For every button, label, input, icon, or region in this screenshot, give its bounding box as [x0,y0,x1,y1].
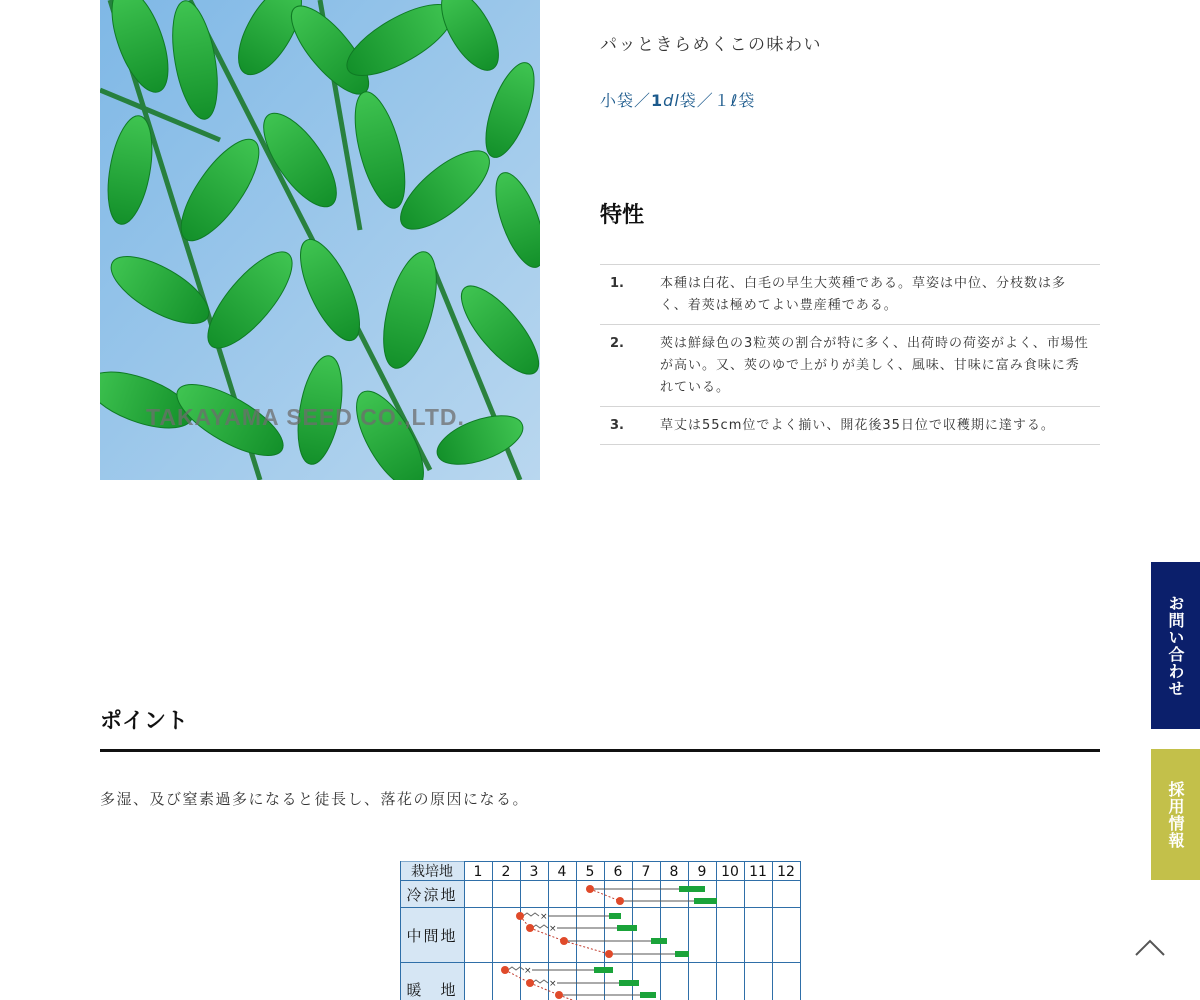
region-warm: 暖 地 [406,981,458,999]
month-label: 7 [641,864,651,880]
month-label: 3 [529,864,539,880]
point-divider [100,749,1100,752]
recruit-button[interactable] [1151,749,1200,880]
svg-text:×: × [524,966,532,976]
svg-text:×: × [549,924,557,934]
month-label: 6 [613,864,623,880]
trait-item [600,325,1100,407]
trait-item [600,265,1100,325]
contact-button[interactable] [1151,562,1200,729]
package-sizes [600,88,755,111]
package-dl-number: 1 [651,91,664,110]
trait-text: 草丈は55cm位でよく揃い、開花後35日位で収穫期に達する。 [660,418,1055,433]
calendar-header-label: 栽培地 [411,864,453,880]
catchphrase: パッときらめくこの味わい [600,35,822,55]
cultivation-calendar [400,861,801,1000]
point-heading: ポイント [100,709,189,734]
package-liter-bag: 袋 [738,91,756,110]
month-label: 12 [777,864,795,880]
month-label: 5 [585,864,595,880]
contact-label: お問い合わせ [1166,594,1185,697]
chevron-up-icon [1133,935,1167,959]
month-label: 11 [749,864,767,880]
region-intermediate: 中間地 [406,927,458,945]
month-label: 10 [721,864,739,880]
month-label: 1 [473,864,483,880]
cool-region-schedule [586,885,717,905]
month-label: 8 [669,864,679,880]
product-image [100,0,540,480]
back-to-top-button[interactable] [1133,935,1167,959]
package-liter-unit: ℓ [730,91,739,110]
package-dl-bag: 袋／１ [679,91,731,110]
trait-number: 1. [610,276,624,291]
month-label: 2 [501,864,511,880]
svg-text:×: × [549,979,557,989]
recruit-label: 採用情報 [1166,780,1185,849]
trait-item [600,407,1100,445]
region-cool: 冷涼地 [406,886,458,904]
package-dl-unit: dl [663,91,680,110]
traits-list [600,264,1100,445]
point-text: 多湿、及び窒素過多になると徒長し、落花の原因になる。 [100,790,530,808]
month-label: 9 [697,864,707,880]
month-label: 4 [557,864,567,880]
package-small: 小袋／ [600,91,652,110]
trait-number: 2. [610,336,624,351]
intermediate-region-schedule [516,912,689,958]
svg-text:×: × [540,912,548,922]
traits-heading: 特性 [600,203,645,228]
trait-text: 莢は鮮緑色の3粒莢の割合が特に多く、出荷時の荷姿がよく、市場性が高い。又、莢のゆで上がりが美しく、風味、甘味に富み食味に秀れている。 [660,336,1089,395]
image-watermark: TAKAYAMA SEED CO.,LTD. [146,404,465,430]
trait-number: 3. [610,418,624,433]
trait-text: 本種は白花、白毛の早生大莢種である。草姿は中位、分枝数は多く、着莢は極めてよい豊産種である。 [660,276,1067,313]
